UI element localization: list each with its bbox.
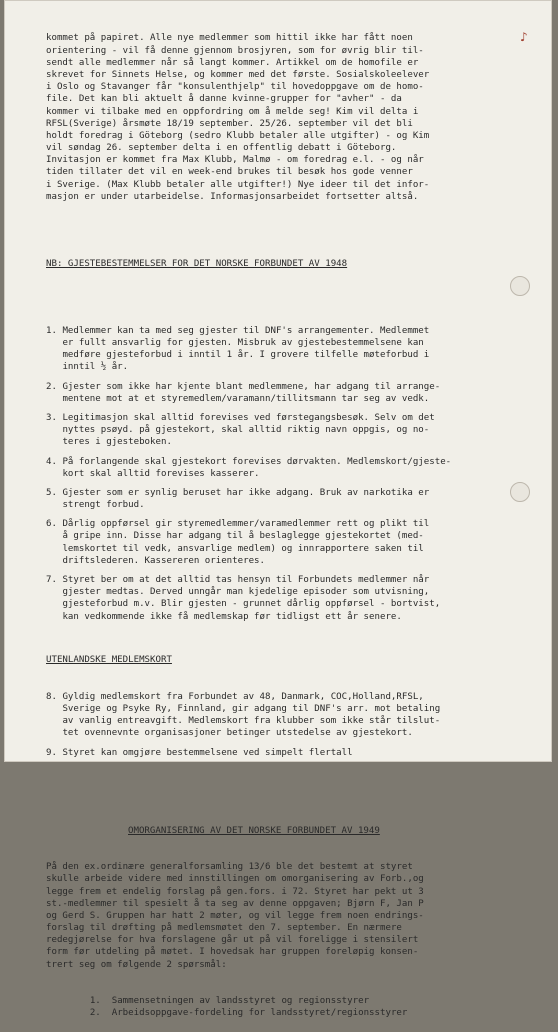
rule-item <box>46 691 522 740</box>
intro-line: Invitasjon er kommet fra Max Klubb, Malmø - om foredrag e.l. - og når <box>46 155 424 166</box>
intro-line: holdt foredrag i Göteborg (sedro Klubb betaler alle utgifter) - og Kim <box>46 130 430 141</box>
rule-text-line: Gyldig medlemskort fra Forbundet av 48, Danmark, COC,Holland,RFSL, <box>62 691 424 702</box>
reorg-item-number: 1. <box>89 996 101 1007</box>
rule-number: 3. <box>46 412 57 423</box>
reorg-line: redegjørelse for hva forslagene går ut på vil foreligge i stensilert <box>46 935 419 946</box>
reorg-line: trert seg om følgende 2 spørsmål: <box>46 959 227 970</box>
rule-number: 5. <box>46 487 57 498</box>
reorg-line: og Gerd S. Gruppen har hatt 2 møter, og vil legge frem noen endrings- <box>46 910 424 921</box>
pen-mark-icon: ♪ <box>520 30 528 44</box>
reorg-line: form før utdeling på møtet. I hovedsak har gruppen foreløpig konsen- <box>46 947 419 958</box>
reorg-line: st.-medlemmer til spesielt å ta seg av denne oppgaven; Bjørn F, Jan P <box>46 898 424 909</box>
intro-line: kommer vi tilbake med en oppfordring om å melde seg! Kim vil delta i <box>46 106 419 117</box>
rules-list <box>46 325 522 623</box>
rule-text-line: Medlemmer kan ta med seg gjester til DNF's arrangementer. Medlemmet <box>62 325 430 336</box>
reorg-line: forslag til drøfting på medlemsmøtet den 7. september. En nærmere <box>46 923 402 934</box>
rule-text-line: driftslederen. Kassereren orienteres. <box>62 555 266 566</box>
rule-text-line: er fullt ansvarlig for gjesten. Misbruk av gjestebestemmelsene kan <box>62 338 424 349</box>
rule-text-line: mentene mot at et styremedlem/varamann/tillitsmann tar seg av vedk. <box>62 393 430 404</box>
rule-text-line: kort skal alltid forevises kasserer. <box>62 468 260 479</box>
reorg-item-number: 2. <box>89 1008 101 1019</box>
rule-item <box>46 381 522 405</box>
foreign-heading: UTENLANDSKE MEDLEMSKORT <box>46 655 172 666</box>
rule-text-line: nyttes psøyd. på gjestekort, skal alltid riktig navn oppgis, og no- <box>62 425 430 436</box>
rule-item <box>46 325 522 374</box>
rule-number: 4. <box>46 456 57 467</box>
rule-item <box>46 574 522 623</box>
rule-text-line: lemskortet til vedk, ansvarlige medlem) og innrapportere saken til <box>62 543 424 554</box>
intro-paragraph <box>46 32 522 203</box>
rule-text-line: kan vedkommende ikke få medlemskap før tidligst ett år senere. <box>62 611 402 622</box>
rule-number: 9. <box>46 747 57 758</box>
intro-line: masjon er under utarbeidelse. Informasjonsarbeidet fortsetter altså. <box>46 191 419 202</box>
rule-item <box>46 518 522 567</box>
reorg-item <box>46 1007 522 1019</box>
intro-line: sendt alle medlemmer når så langt kommer. Artikkel om de homofile er <box>46 57 419 68</box>
rule-item <box>46 487 522 511</box>
reorg-items <box>46 995 522 1019</box>
document-body <box>46 8 522 1032</box>
rule-text-line: gjester medtas. Derved unngår man kjedelige episoder som utvisning, <box>62 587 430 598</box>
foreign-rules-list <box>46 691 522 759</box>
intro-line: i Sverige. (Max Klubb betaler alle utgifter!) Nye ideer til det infor- <box>46 179 430 190</box>
rule-item <box>46 747 522 759</box>
rule-number: 6. <box>46 519 57 530</box>
rule-text-line: Dårlig oppførsel gir styremedlemmer/varamedlemmer rett og plikt til <box>62 519 430 530</box>
rule-text-line: Gjester som ikke har kjente blant medlemmene, har adgang til arrange- <box>62 381 441 392</box>
reorg-line: På den ex.ordinære generalforsamling 13/6 ble det bestemt at styret <box>46 862 413 873</box>
rule-text-line: tet ovennevnte organisasjoner betinger utstedelse av gjestekort. <box>62 728 413 739</box>
reorg-item-text: Sammensetningen av landsstyret og regionsstyrer <box>111 996 370 1007</box>
rule-item <box>46 412 522 449</box>
intro-line: file. Det kan bli aktuelt å danne kvinne-grupper for "avher" - da <box>46 94 402 105</box>
intro-line: skrevet for Sinnets Helse, og kommer med det første. Sosialskoleelever <box>46 69 430 80</box>
rule-text-line: av vanlig entreavgift. Medlemskort fra klubber som ikke står tilslut- <box>62 716 441 727</box>
rule-text-line: å gripe inn. Disse har adgang til å beslaglegge gjestekortet (med- <box>62 531 424 542</box>
rule-text-line: gjesteforbud m.v. Blir gjesten - grunnet dårlig oppførsel - bortvist, <box>62 599 441 610</box>
rule-item <box>46 456 522 480</box>
rule-text-line: Legitimasjon skal alltid forevises ved førstegangsbesøk. Selv om det <box>62 412 435 423</box>
rule-text-line: strengt forbud. <box>62 500 145 511</box>
intro-line: RFSL(Sverige) årsmøte 18/19 september. 25/26. september vil det bli <box>46 118 413 129</box>
intro-line: vil søndag 26. september delta i en offentlig debatt i Göteborg. <box>46 143 397 154</box>
reorg-heading: OMORGANISERING AV DET NORSKE FORBUNDET AV 1949 <box>128 825 380 836</box>
reorg-line: skulle arbeide videre med innstillingen om omorganisering av Forb.,og <box>46 874 424 885</box>
rule-text-line: Gjester som er synlig beruset har ikke adgang. Bruk av narkotika er <box>62 487 430 498</box>
reorg-item <box>46 995 522 1007</box>
rule-number: 7. <box>46 575 57 586</box>
rule-text-line: medføre gjesteforbud i inntil 1 år. I grovere tilfelle møteforbud i <box>62 350 430 361</box>
rules-heading: NB: GJESTEBESTEMMELSER FOR DET NORSKE FORBUNDET AV 1948 <box>46 258 348 269</box>
intro-line: kommet på papiret. Alle nye medlemmer som hittil ikke har fått noen <box>46 33 413 44</box>
rule-text-line: På forlangende skal gjestekort forevises dørvakten. Medlemskort/gjeste- <box>62 456 452 467</box>
reorg-item-text: Arbeidsoppgave-fordeling for landsstyret/regionsstyrer <box>111 1008 408 1019</box>
intro-line: orientering - vil få denne gjennom brosjyren, som for øvrig blir til- <box>46 45 424 56</box>
reorg-line: legge frem et endelig forslag på gen.fors. i 72. Styret har pekt ut 3 <box>46 886 424 897</box>
rule-text-line: Styret ber om at det alltid tas hensyn til Forbundets medlemmer når <box>62 575 430 586</box>
rule-text-line: inntil ½ år. <box>62 362 129 373</box>
rule-number: 8. <box>46 691 57 702</box>
intro-line: tiden tillater det vil en week-end brukes til besøk hos gode venner <box>46 167 413 178</box>
rule-number: 1. <box>46 325 57 336</box>
rule-text-line: Styret kan omgjøre bestemmelsene ved simpelt flertall <box>62 747 353 758</box>
rule-number: 2. <box>46 381 57 392</box>
reorg-paragraph <box>46 861 522 971</box>
rule-text-line: teres i gjesteboken. <box>62 437 172 448</box>
rule-text-line: Sverige og Psyke Ry, Finnland, gir adgang til DNF's arr. mot betaling <box>62 703 441 714</box>
intro-line: i Oslo og Stavanger får "konsulenthjelp" til hovedoppgave om de homo- <box>46 82 424 93</box>
